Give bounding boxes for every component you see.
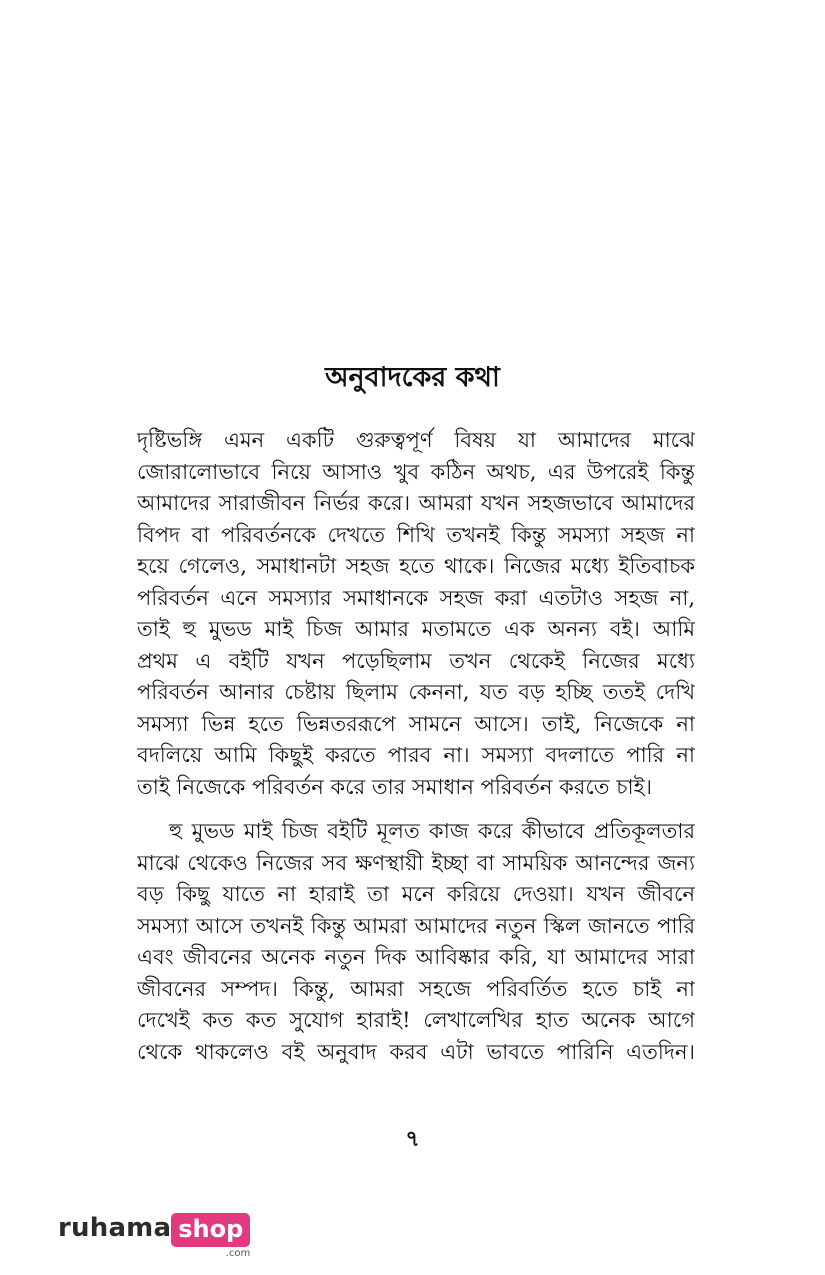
text-line: বড় কিছু যাতে না হারাই তা মনে করিয়ে দেওয়া। যখন জীবনে xyxy=(137,882,695,906)
brand-logo xyxy=(58,1213,250,1257)
text-line: আমাদের সারাজীবন নির্ভর করে। আমরা যখন সহজভাবে আমাদের xyxy=(137,491,695,515)
body-text xyxy=(137,425,695,1068)
text-line: মাঝে থেকেও নিজের সব ক্ষণস্থায়ী ইচ্ছা বা সাময়িক আনন্দের জন্য xyxy=(137,850,695,875)
text-line: পরিবর্তন আনার চেষ্টায় ছিলাম কেননা, যত বড় হচ্ছি ততই দেখি xyxy=(137,680,695,704)
text-line: দৃষ্টিভঙ্গি এমন একটি গুরুত্বপূর্ণ বিষয় যা আমাদের মাঝে xyxy=(137,428,695,452)
text-line: সমস্যা আসে তখনই কিন্তু আমরা আমাদের নতুন স্কিল জানতে পারি xyxy=(137,913,695,938)
text-line: পরিবর্তন এনে সমস্যার সমাধানকে সহজ করা এতটাও সহজ না, xyxy=(137,585,695,610)
logo-badge xyxy=(171,1213,250,1260)
logo-domain-text: .com xyxy=(225,1248,251,1259)
text-line: তাই নিজেকে পরিবর্তন করে তার সমাধান পরিবর্তন করতে চাই। xyxy=(137,774,653,799)
text-line: জোরালোভাবে নিয়ে আসাও খুব কঠিন অথচ, এর উপরেই কিন্তু xyxy=(137,459,695,484)
text-line: এবং জীবনের অনেক নতুন দিক আবিষ্কার করি, যা আমাদের সারা xyxy=(137,945,695,969)
logo-text: ruhama xyxy=(58,1213,172,1243)
page-number: ৭ xyxy=(405,1126,420,1152)
paragraph-2 xyxy=(137,816,695,1068)
text-line: তাই হু মুভড মাই চিজ আমার মতামতে এক অনন্য বই। আমি xyxy=(137,617,695,641)
paragraph-1 xyxy=(137,425,695,803)
text-line: বিপদ বা পরিবর্তনকে দেখতে শিখি তখনই কিন্তু সমস্যা সহজ না xyxy=(137,522,695,547)
text-line: থেকে থাকলেও বই অনুবাদ করব এটা ভাবতে পারিনি এতদিন। xyxy=(137,1039,695,1064)
text-line: হু মুভড মাই চিজ বইটি মূলত কাজ করে কীভাবে প্রতিকূলতার xyxy=(169,819,695,843)
text-line: দেখেই কত কত সুযোগ হারাই! লেখালেখির হাত অনেক আগে xyxy=(137,1008,695,1032)
text-line: জীবনের সম্পদ। কিন্তু, আমরা সহজে পরিবর্তিত হতে চাই না xyxy=(137,976,695,1001)
text-line: প্রথম এ বইটি যখন পড়েছিলাম তখন থেকেই নিজের মধ্যে xyxy=(137,648,695,673)
page-title: অনুবাদকের কথা xyxy=(325,362,500,393)
text-line: বদলিয়ে আমি কিছুই করতে পারব না। সমস্যা বদলাতে পারি না xyxy=(137,743,695,767)
text-line: সমস্যা ভিন্ন হতে ভিন্নতররূপে সামনে আসে। তাই, নিজেকে না xyxy=(137,711,695,736)
text-line: হয়ে গেলেও, সমাধানটা সহজ হতে থাকে। নিজের মধ্যে ইতিবাচক xyxy=(137,554,695,578)
logo-highlight-text: shop xyxy=(171,1213,250,1247)
